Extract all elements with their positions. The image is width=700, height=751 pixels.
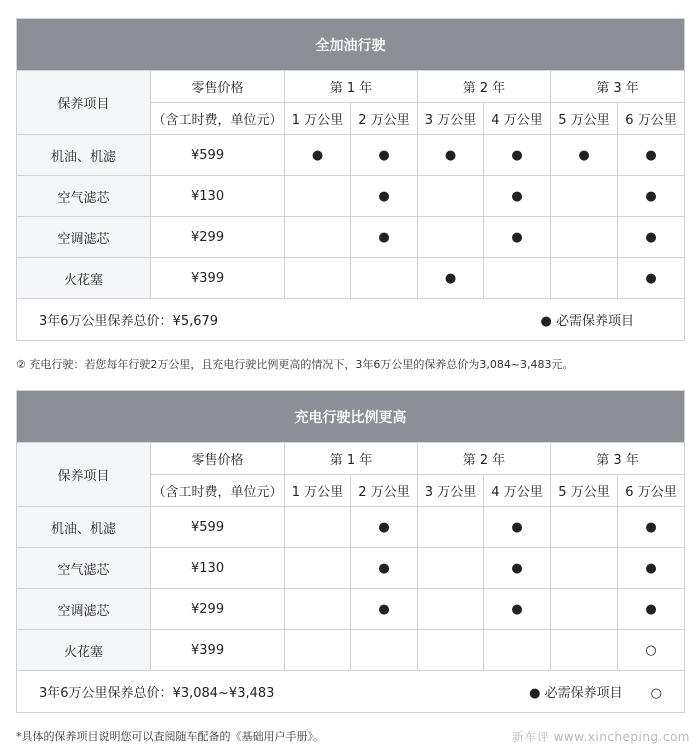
schedule-mark: ● — [618, 258, 685, 299]
table-row — [17, 258, 685, 299]
schedule-mark — [285, 176, 351, 217]
total-row — [17, 671, 685, 713]
item-name: 空调滤芯 — [17, 589, 151, 630]
year-header: 第 1 年 — [285, 71, 418, 103]
item-name: 火花塞 — [17, 258, 151, 299]
year-header: 第 1 年 — [285, 443, 418, 475]
item-price: ¥299 — [151, 217, 285, 258]
schedule-mark — [551, 507, 618, 548]
schedule-mark: ● — [418, 258, 484, 299]
schedule-mark — [418, 217, 484, 258]
legend-optional: ○ — [650, 686, 662, 701]
table-row — [17, 176, 685, 217]
km-header: 5 万公里 — [551, 475, 618, 507]
schedule-mark — [551, 548, 618, 589]
schedule-mark — [285, 589, 351, 630]
item-header: 保养项目 — [17, 71, 151, 135]
km-header: 2 万公里 — [351, 103, 418, 135]
total-cell — [17, 671, 685, 713]
total-price: 3年6万公里保养总价：¥5,679 — [39, 314, 219, 329]
legend-required: ● 必需保养项目 — [529, 686, 623, 701]
schedule-mark: ● — [618, 589, 685, 630]
price-header: 零售价格 — [151, 443, 285, 475]
schedule-mark: ● — [484, 548, 551, 589]
km-header: 1 万公里 — [285, 103, 351, 135]
price-subheader: （含工时费，单位元） — [151, 103, 285, 135]
legend — [541, 310, 662, 329]
title-row — [17, 19, 685, 71]
schedule-mark — [351, 630, 418, 671]
schedule-mark — [484, 258, 551, 299]
table-row — [17, 630, 685, 671]
schedule-mark: ○ — [618, 630, 685, 671]
table1-grid — [16, 18, 685, 341]
legend-required: ● 必需保养项目 — [540, 314, 634, 329]
item-price: ¥130 — [151, 176, 285, 217]
schedule-mark — [484, 630, 551, 671]
price-header: 零售价格 — [151, 71, 285, 103]
table-title: 全加油行驶 — [17, 19, 685, 71]
item-price: ¥599 — [151, 507, 285, 548]
schedule-mark: ● — [351, 507, 418, 548]
schedule-mark — [551, 630, 618, 671]
schedule-mark — [418, 548, 484, 589]
footnote: *具体的保养项目说明您可以查阅随车配备的《基础用户手册》。 — [16, 730, 324, 743]
schedule-mark: ● — [351, 589, 418, 630]
item-price: ¥399 — [151, 258, 285, 299]
km-header: 2 万公里 — [351, 475, 418, 507]
total-price: 3年6万公里保养总价：¥3,084~¥3,483 — [39, 686, 275, 701]
schedule-mark: ● — [285, 135, 351, 176]
item-price: ¥599 — [151, 135, 285, 176]
table-row — [17, 507, 685, 548]
header-row — [17, 71, 685, 103]
schedule-mark: ● — [618, 507, 685, 548]
item-price: ¥130 — [151, 548, 285, 589]
schedule-mark: ● — [351, 217, 418, 258]
schedule-mark: ● — [484, 176, 551, 217]
price-subheader: （含工时费，单位元） — [151, 475, 285, 507]
year-header: 第 2 年 — [418, 71, 551, 103]
schedule-mark — [551, 217, 618, 258]
schedule-mark — [418, 507, 484, 548]
schedule-mark — [418, 589, 484, 630]
schedule-mark: ● — [618, 176, 685, 217]
total-cell — [17, 299, 685, 341]
year-header: 第 2 年 — [418, 443, 551, 475]
item-name: 火花塞 — [17, 630, 151, 671]
km-header: 6 万公里 — [618, 475, 685, 507]
schedule-mark: ● — [484, 507, 551, 548]
item-name: 机油、机滤 — [17, 135, 151, 176]
km-header: 4 万公里 — [484, 103, 551, 135]
table2-grid — [16, 390, 685, 713]
title-row — [17, 391, 685, 443]
schedule-mark: ● — [618, 135, 685, 176]
km-header: 1 万公里 — [285, 475, 351, 507]
total-row — [17, 299, 685, 341]
schedule-mark: ● — [484, 217, 551, 258]
item-header: 保养项目 — [17, 443, 151, 507]
table-row — [17, 548, 685, 589]
watermark: 新车评 www.xincheping.com — [511, 730, 690, 744]
schedule-mark: ● — [351, 135, 418, 176]
schedule-mark: ● — [351, 548, 418, 589]
km-header: 6 万公里 — [618, 103, 685, 135]
item-price: ¥399 — [151, 630, 285, 671]
year-header: 第 3 年 — [551, 71, 685, 103]
item-price: ¥299 — [151, 589, 285, 630]
schedule-mark: ● — [351, 176, 418, 217]
table-row — [17, 589, 685, 630]
item-name: 空气滤芯 — [17, 176, 151, 217]
schedule-mark — [551, 176, 618, 217]
charging-note: ② 充电行驶：若您每年行驶2万公里，且充电行驶比例更高的情况下，3年6万公里的保养总价为3,084~3,483元。 — [16, 358, 574, 371]
schedule-mark: ● — [484, 589, 551, 630]
km-header: 5 万公里 — [551, 103, 618, 135]
km-header: 3 万公里 — [418, 475, 484, 507]
table-row — [17, 135, 685, 176]
header-row — [17, 443, 685, 475]
schedule-mark: ● — [551, 135, 618, 176]
item-name: 机油、机滤 — [17, 507, 151, 548]
schedule-mark — [551, 589, 618, 630]
table-row — [17, 217, 685, 258]
schedule-mark: ● — [484, 135, 551, 176]
schedule-mark — [418, 176, 484, 217]
item-name: 空气滤芯 — [17, 548, 151, 589]
schedule-mark — [351, 258, 418, 299]
schedule-mark — [285, 217, 351, 258]
table-title: 充电行驶比例更高 — [17, 391, 685, 443]
schedule-mark — [285, 630, 351, 671]
schedule-mark — [551, 258, 618, 299]
schedule-mark — [285, 507, 351, 548]
year-header: 第 3 年 — [551, 443, 685, 475]
schedule-mark — [285, 548, 351, 589]
schedule-mark: ● — [618, 217, 685, 258]
km-header: 4 万公里 — [484, 475, 551, 507]
legend — [529, 682, 662, 701]
schedule-mark — [285, 258, 351, 299]
schedule-mark: ● — [418, 135, 484, 176]
schedule-mark: ● — [618, 548, 685, 589]
km-header: 3 万公里 — [418, 103, 484, 135]
item-name: 空调滤芯 — [17, 217, 151, 258]
schedule-mark — [418, 630, 484, 671]
